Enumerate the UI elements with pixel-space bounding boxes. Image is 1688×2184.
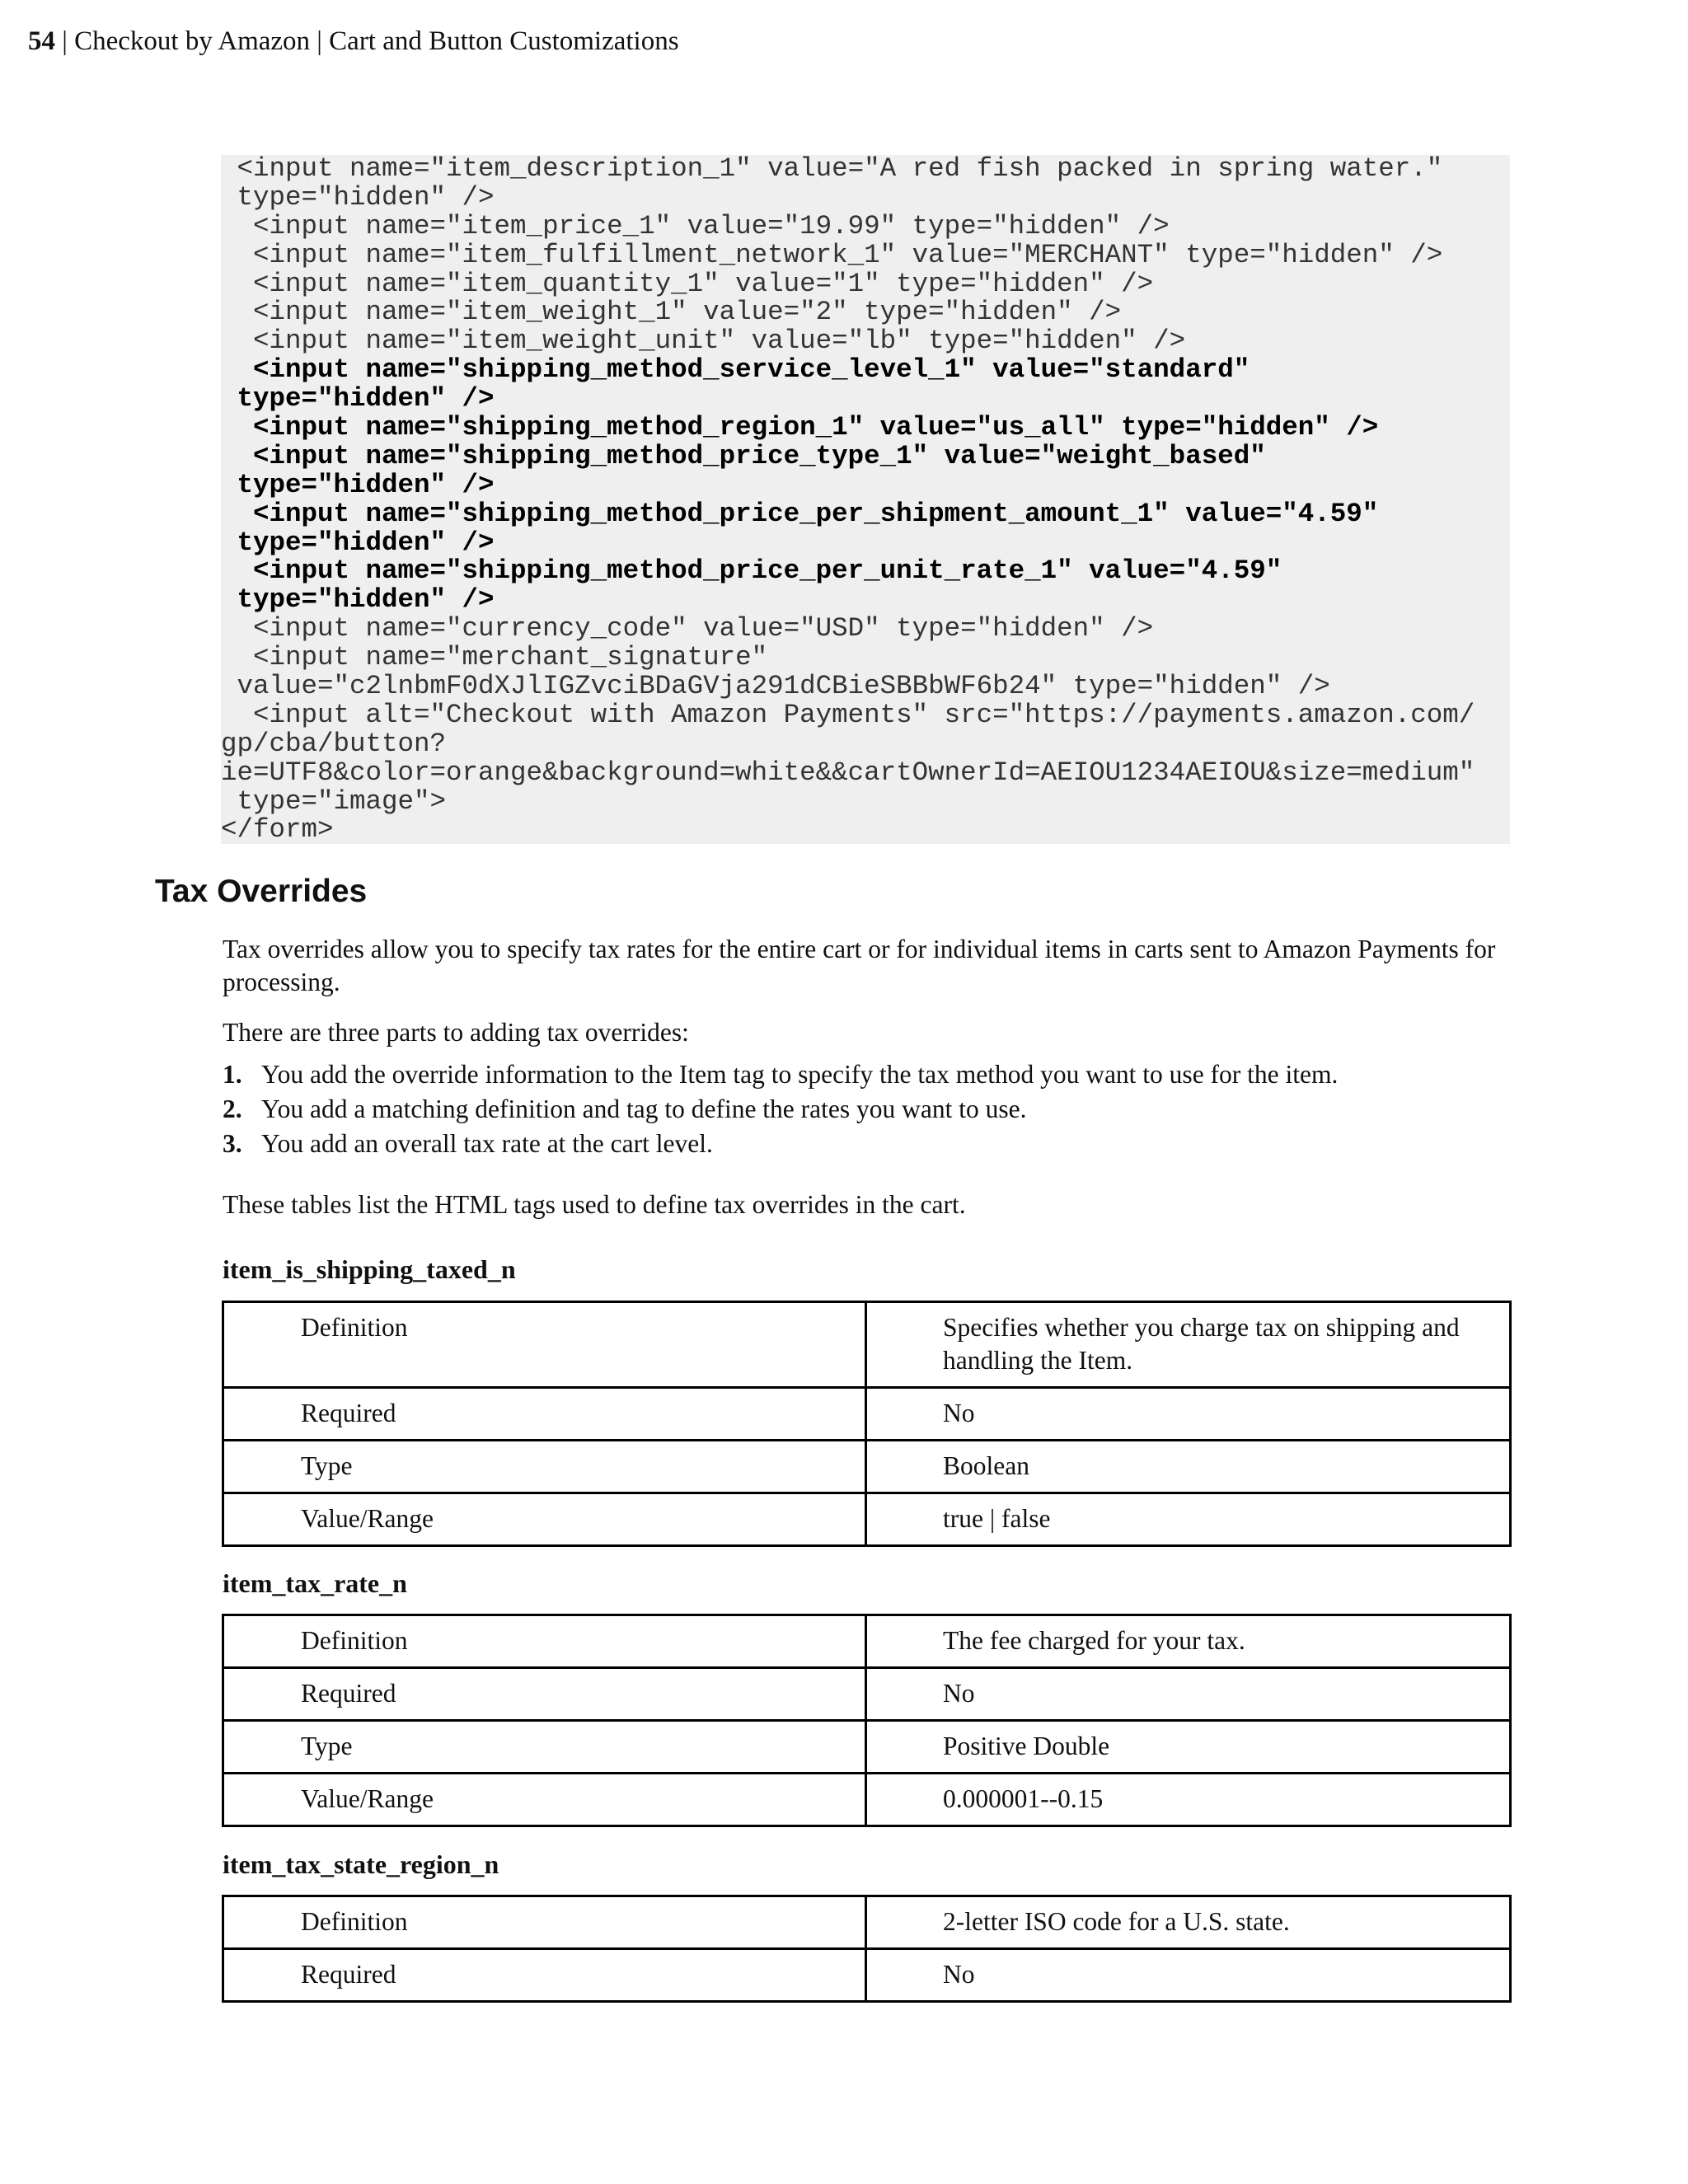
- code-line: <input name="shipping_method_price_per_unit_rate_1" value="4.59": [221, 555, 1282, 587]
- code-line: type="hidden" />: [221, 584, 495, 616]
- table-title: item_tax_state_region_n: [223, 1849, 499, 1879]
- table-cell-label: Definition: [223, 1896, 866, 1949]
- definition-table: [222, 1895, 1512, 2003]
- table-row: [223, 1721, 1511, 1774]
- table-cell-label: Value/Range: [223, 1774, 866, 1826]
- code-line: type="hidden" />: [221, 181, 495, 213]
- table-cell-value: The fee charged for your tax.: [866, 1615, 1511, 1668]
- code-line: gp/cba/button?: [221, 728, 447, 759]
- table-row: [223, 1493, 1511, 1546]
- code-line: value="c2lnbmF0dXJlIGZvciBDaGVja291dCBieSBBbWF6b24" type="hidden" />: [221, 671, 1330, 702]
- code-line: <input name="item_description_1" value="A red fish packed in spring water.": [221, 155, 1443, 184]
- table-row: [223, 1896, 1511, 1949]
- tables-intro: These tables list the HTML tags used to define tax overrides in the cart.: [223, 1190, 966, 1219]
- code-line: <input name="shipping_method_price_type_1" value="weight_based": [221, 440, 1266, 471]
- table-row: [223, 1668, 1511, 1721]
- table-cell-value: Positive Double: [866, 1721, 1511, 1774]
- code-line: <input name="shipping_method_price_per_shipment_amount_1" value="4.59": [221, 498, 1379, 529]
- table-row: [223, 1302, 1511, 1388]
- table-cell-label: Required: [223, 1668, 866, 1721]
- table-row: [223, 1949, 1511, 2002]
- code-line: <input name="item_price_1" value="19.99" type="hidden" />: [221, 210, 1170, 241]
- table-cell-value: 0.000001--0.15: [866, 1774, 1511, 1826]
- definition-table: [222, 1301, 1512, 1547]
- table-row: [223, 1615, 1511, 1668]
- code-line: <input name="shipping_method_region_1" value="us_all" type="hidden" />: [221, 412, 1379, 443]
- page-number: 54: [28, 26, 55, 56]
- code-line: <input name="currency_code" value="USD" type="hidden" />: [221, 613, 1154, 644]
- table-cell-label: Type: [223, 1441, 866, 1493]
- table-cell-label: Required: [223, 1949, 866, 2002]
- table-cell-label: Type: [223, 1721, 866, 1774]
- table-cell-value: 2-letter ISO code for a U.S. state.: [866, 1896, 1511, 1949]
- table-cell-label: Definition: [223, 1302, 866, 1388]
- code-block: [221, 155, 1510, 844]
- code-line: </form>: [221, 814, 334, 844]
- table-cell-value: Specifies whether you charge tax on shipping and handling the Item.: [866, 1302, 1511, 1388]
- code-line: <input name="item_fulfillment_network_1" value="MERCHANT" type="hidden" />: [221, 239, 1443, 270]
- table-cell-label: Value/Range: [223, 1493, 866, 1546]
- code-line: type="hidden" />: [221, 383, 495, 415]
- running-title: | Checkout by Amazon | Cart and Button Customizations: [55, 26, 679, 56]
- table-cell-value: No: [866, 1668, 1511, 1721]
- code-line: <input name="item_quantity_1" value="1" type="hidden" />: [221, 268, 1154, 299]
- definition-table: [222, 1614, 1512, 1827]
- table-title: item_is_shipping_taxed_n: [223, 1254, 516, 1284]
- section-heading: Tax Overrides: [155, 874, 368, 909]
- table-title: item_tax_rate_n: [223, 1568, 407, 1598]
- page-header: [28, 25, 679, 58]
- parts-intro: There are three parts to adding tax overrides:: [223, 1018, 689, 1047]
- code-line: <input alt="Checkout with Amazon Payments" src="https://payments.amazon.com/: [221, 699, 1475, 730]
- table-row: [223, 1774, 1511, 1826]
- code-line: <input name="merchant_signature": [221, 642, 768, 673]
- steps-list: [223, 1057, 1338, 1161]
- table-cell-label: Definition: [223, 1615, 866, 1668]
- table-cell-label: Required: [223, 1388, 866, 1441]
- code-line: <input name="item_weight_unit" value="lb" type="hidden" />: [221, 326, 1186, 357]
- intro-paragraph: Tax overrides allow you to specify tax rates for the entire cart or for individual items in carts sent to Amazon Payments for processing.: [223, 935, 1496, 996]
- code-line: <input name="item_weight_1" value="2" type="hidden" />: [221, 297, 1122, 328]
- table-cell-value: No: [866, 1388, 1511, 1441]
- list-item: 3. You add an overall tax rate at the cart level.: [223, 1129, 713, 1158]
- code-line: ie=UTF8&color=orange&background=white&&cartOwnerId=AEIOU1234AEIOU&size=medium": [221, 757, 1475, 788]
- table-cell-value: No: [866, 1949, 1511, 2002]
- code-line: type="image">: [221, 785, 447, 817]
- table-cell-value: Boolean: [866, 1441, 1511, 1493]
- code-line: type="hidden" />: [221, 469, 495, 500]
- table-row: [223, 1388, 1511, 1441]
- code-line: type="hidden" />: [221, 527, 495, 558]
- code-line: <input name="shipping_method_service_level_1" value="standard": [221, 354, 1250, 386]
- table-cell-value: true | false: [866, 1493, 1511, 1546]
- table-row: [223, 1441, 1511, 1493]
- list-item: 1. You add the override information to the Item tag to specify the tax method you want to use for the item.: [223, 1060, 1339, 1089]
- list-item: 2. You add a matching definition and tag to define the rates you want to use.: [223, 1094, 1027, 1123]
